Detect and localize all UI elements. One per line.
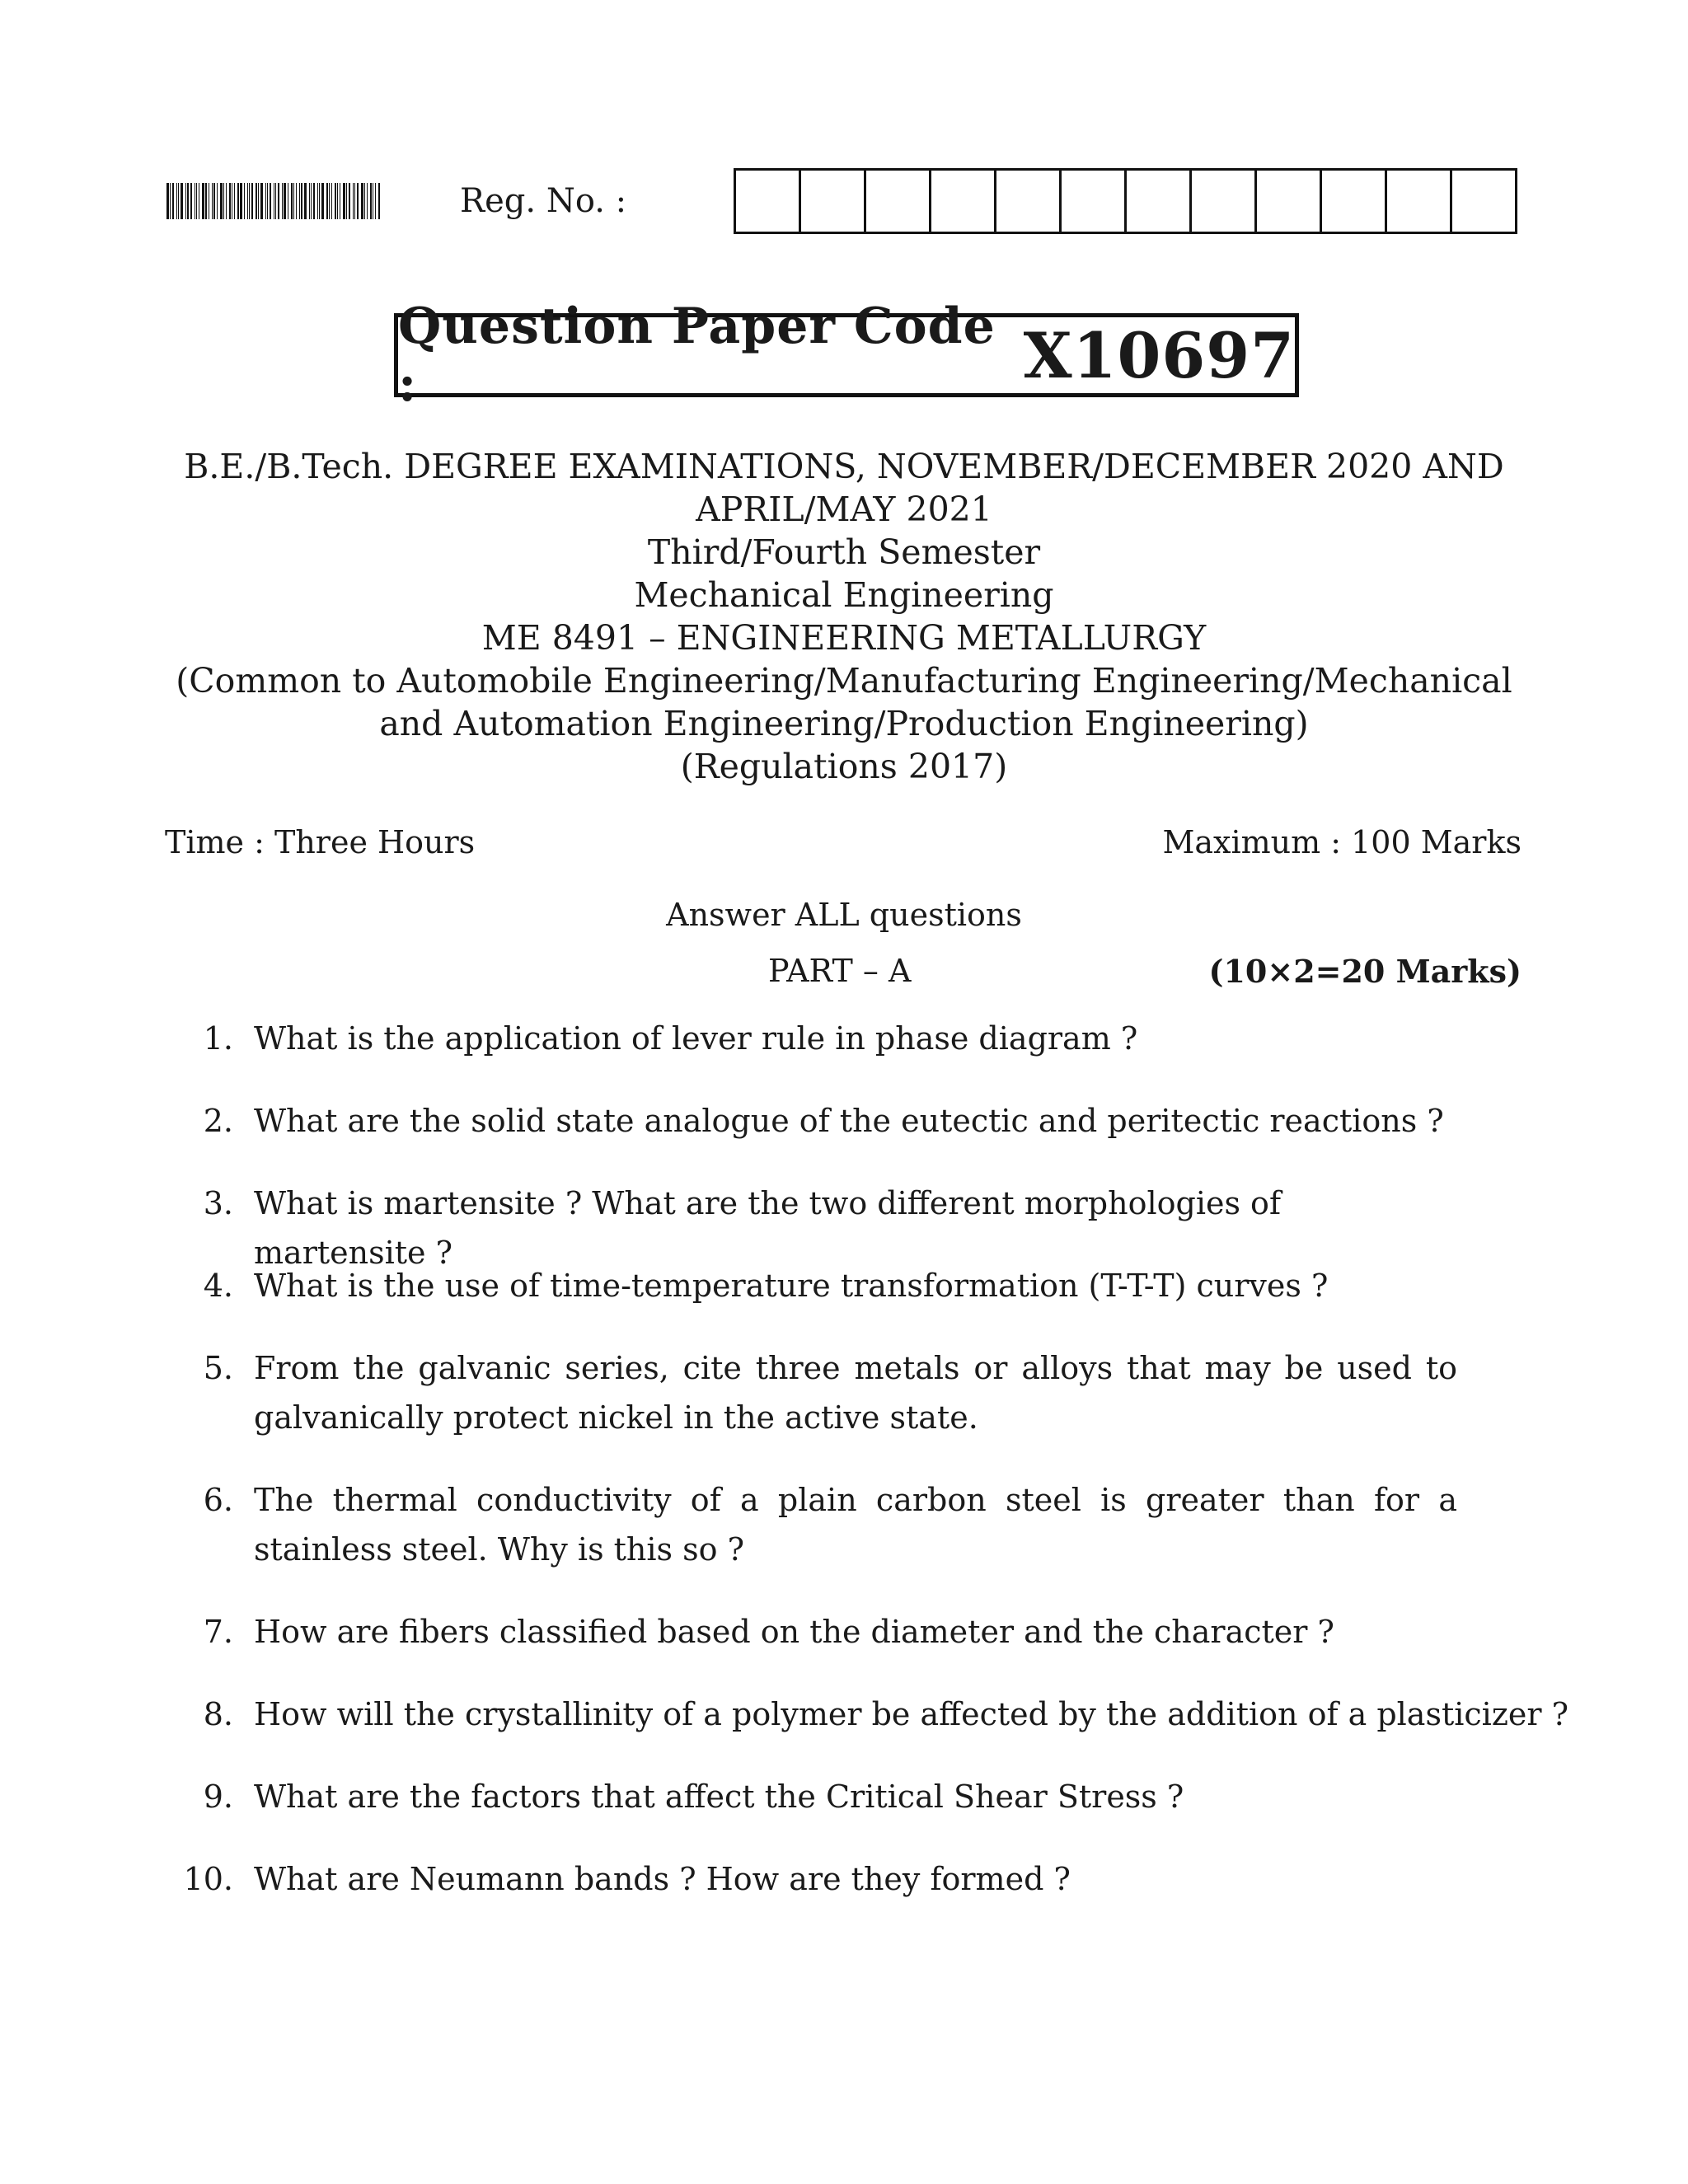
barcode-stripe: [185, 183, 186, 219]
question-text: What are the factors that affect the Critical Shear Stress ?: [254, 1779, 1184, 1815]
barcode-stripe: [247, 183, 248, 219]
barcode-stripe: [217, 183, 218, 219]
barcode-stripe: [190, 183, 192, 219]
barcode-stripe: [331, 183, 332, 219]
reg-no-box[interactable]: [736, 171, 801, 232]
barcode-stripe: [353, 183, 354, 219]
reg-no-box[interactable]: [1127, 171, 1192, 232]
title-line: Third/Fourth Semester: [647, 532, 1041, 572]
barcode-stripe: [244, 183, 245, 219]
barcode-stripe: [181, 183, 183, 219]
barcode-stripe: [299, 183, 300, 219]
question-number: 2.: [203, 1103, 233, 1139]
barcode-stripe: [212, 183, 213, 219]
barcode-stripe: [321, 183, 324, 219]
barcode-stripe: [237, 183, 239, 219]
barcode-stripe: [282, 183, 283, 219]
question-paper-code-box: [394, 298, 1299, 413]
question-text: What is the application of lever rule in phase diagram ?: [254, 1020, 1138, 1057]
barcode-stripe: [346, 183, 347, 219]
barcode-stripe: [311, 183, 312, 219]
question-number: 3.: [203, 1185, 233, 1221]
barcode-stripe: [313, 183, 315, 219]
reg-no-box[interactable]: [1257, 171, 1322, 232]
reg-no-box[interactable]: [1192, 171, 1257, 232]
barcode-stripe: [378, 183, 380, 219]
question-text: What is the use of time-temperature transformation (T-T-T) curves ?: [254, 1268, 1329, 1304]
barcode-stripe: [258, 183, 259, 219]
barcode-stripe: [226, 183, 227, 219]
barcode-stripe: [178, 183, 179, 219]
barcode-stripe: [205, 183, 207, 219]
barcode-stripe: [284, 183, 286, 219]
question-number: 8.: [203, 1696, 233, 1732]
barcode-stripe: [304, 183, 307, 219]
barcode-stripe: [375, 183, 376, 219]
barcode-stripe: [270, 183, 271, 219]
barcode-stripe: [234, 183, 235, 219]
barcode-stripe: [335, 183, 336, 219]
question-number: 7.: [203, 1614, 233, 1650]
barcode-stripe: [267, 183, 268, 219]
question-number: 6.: [203, 1482, 233, 1518]
barcode-stripe: [275, 183, 276, 219]
barcode-stripe: [213, 183, 215, 219]
reg-no-boxes[interactable]: [734, 168, 1517, 234]
barcode-stripe: [357, 183, 359, 219]
title-line: Mechanical Engineering: [634, 575, 1054, 615]
barcode-stripe: [260, 183, 263, 219]
question-text: What are Neumann bands ? How are they formed ?: [254, 1861, 1071, 1897]
question-text: What are the solid state analogue of the eutectic and peritectic reactions ?: [254, 1103, 1444, 1139]
barcode-stripe: [249, 183, 250, 219]
barcode-stripe: [326, 183, 328, 219]
reg-no-box[interactable]: [1387, 171, 1452, 232]
reg-no-box[interactable]: [801, 171, 866, 232]
barcode-stripe: [329, 183, 330, 219]
reg-no-box[interactable]: [1452, 171, 1515, 232]
reg-no-box[interactable]: [1322, 171, 1387, 232]
barcode-stripe: [296, 183, 297, 219]
title-line: APRIL/MAY 2021: [696, 490, 992, 529]
barcode-stripe: [309, 183, 310, 219]
barcode-icon: [166, 183, 414, 219]
barcode-stripe: [354, 183, 355, 219]
title-line: (Common to Automobile Engineering/Manufacturing Engineering/Mechanical: [176, 661, 1512, 701]
barcode-stripe: [170, 183, 171, 219]
reg-no-box[interactable]: [1062, 171, 1127, 232]
barcode-stripe: [229, 183, 231, 219]
barcode-stripe: [256, 183, 257, 219]
reg-no-box[interactable]: [931, 171, 996, 232]
question-paper-code-value: X10697: [1023, 318, 1295, 392]
exam-title-block: [124, 445, 1564, 788]
barcode-stripe: [319, 183, 320, 219]
question-text: The thermal conductivity of a plain carbon steel is greater than for a stainless steel. Why is this so ?: [254, 1482, 1457, 1568]
barcode-stripe: [278, 183, 279, 219]
instruction: Answer ALL questions: [666, 897, 1022, 933]
question-paper-code-label: Question Paper Code :: [398, 298, 996, 413]
barcode-stripe: [196, 183, 197, 219]
reg-no-label: Reg. No. :: [460, 182, 627, 220]
barcode-stripe: [349, 183, 350, 219]
title-line: (Regulations 2017): [680, 747, 1008, 786]
barcode-stripe: [343, 183, 345, 219]
barcode-stripe: [370, 183, 372, 219]
barcode-stripe: [337, 183, 338, 219]
barcode-stripe: [301, 183, 302, 219]
question-text: How are fibers classified based on the diameter and the character ?: [254, 1614, 1334, 1650]
question-number: 10.: [183, 1861, 233, 1897]
question-text: What is martensite ? What are the two different morphologies of martensite ?: [254, 1185, 1282, 1271]
question-text: How will the crystallinity of a polymer be affected by the addition of a plasticizer ?: [254, 1696, 1568, 1732]
barcode-stripe: [291, 183, 293, 219]
question-number: 9.: [203, 1779, 233, 1815]
barcode-stripe: [220, 183, 223, 219]
question-text: From the galvanic series, cite three metals or alloys that may be used to galvanically protect nickel in the active state.: [254, 1350, 1457, 1436]
barcode-stripe: [361, 183, 363, 219]
barcode-stripe: [293, 183, 294, 219]
barcode-stripe: [202, 183, 204, 219]
title-line: B.E./B.Tech. DEGREE EXAMINATIONS, NOVEMBER/DECEMBER 2020 AND: [184, 447, 1504, 486]
barcode-stripe: [176, 183, 177, 219]
maximum-marks: Maximum : 100 Marks: [1162, 824, 1522, 860]
question-number: 4.: [203, 1268, 233, 1304]
title-line: and Automation Engineering/Production Engineering): [379, 704, 1309, 743]
part-title: PART – A: [768, 953, 912, 989]
question-number: 5.: [203, 1350, 233, 1386]
reg-no-box[interactable]: [996, 171, 1062, 232]
exam-time: Time : Three Hours: [165, 824, 476, 860]
reg-no-box[interactable]: [866, 171, 931, 232]
barcode-stripe: [223, 183, 224, 219]
part-marks: (10×2=20 Marks): [1208, 953, 1522, 990]
barcode-stripe: [187, 183, 189, 219]
title-line: ME 8491 – ENGINEERING METALLURGY: [481, 618, 1207, 658]
barcode-stripe: [367, 183, 368, 219]
barcode-stripe: [251, 183, 253, 219]
barcode-stripe: [240, 183, 242, 219]
barcode-stripe: [317, 183, 318, 219]
question-number: 1.: [203, 1020, 233, 1057]
barcode-stripe: [172, 183, 174, 219]
barcode-stripe: [265, 183, 266, 219]
barcode-stripe: [364, 183, 365, 219]
barcode-stripe: [166, 183, 169, 219]
